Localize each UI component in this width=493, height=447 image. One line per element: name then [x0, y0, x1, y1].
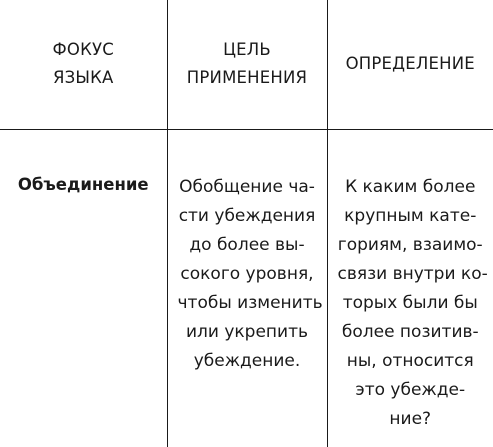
cell-definition [327, 129, 493, 447]
header-purpose: ЦЕЛЬ ПРИМЕНЕНИЯ [167, 0, 327, 129]
purpose-line: сокого уровня, [180, 263, 314, 284]
definition-line: это убежде- [355, 379, 466, 400]
definition-line: связи внутри ко- [337, 263, 488, 284]
definition-line: более позитив- [341, 321, 479, 342]
purpose-line: убеждение. [193, 350, 301, 371]
definition-line: ны, относится [346, 350, 474, 371]
table-row [0, 129, 493, 447]
definition-line: К каким более [345, 176, 476, 197]
purpose-line: Обобщение ча- [179, 176, 315, 197]
cell-purpose [167, 129, 327, 447]
definition-line: торых были бы [342, 292, 478, 313]
cell-focus: Объединение [0, 129, 167, 447]
header-definition: ОПРЕДЕЛЕНИЕ [327, 0, 493, 129]
purpose-line: или укрепить [185, 321, 309, 342]
header-focus: ФОКУС ЯЗЫКА [0, 0, 167, 129]
purpose-line: чтобы изменить [177, 292, 323, 313]
purpose-line: сти убеждения [178, 205, 316, 226]
definition-line: крупным кате- [344, 205, 477, 226]
table-header-row [0, 0, 493, 129]
purpose-line: до более вы- [189, 234, 305, 255]
definition-line: гориям, взаимо- [337, 234, 483, 255]
definition-line: ние? [389, 408, 432, 429]
